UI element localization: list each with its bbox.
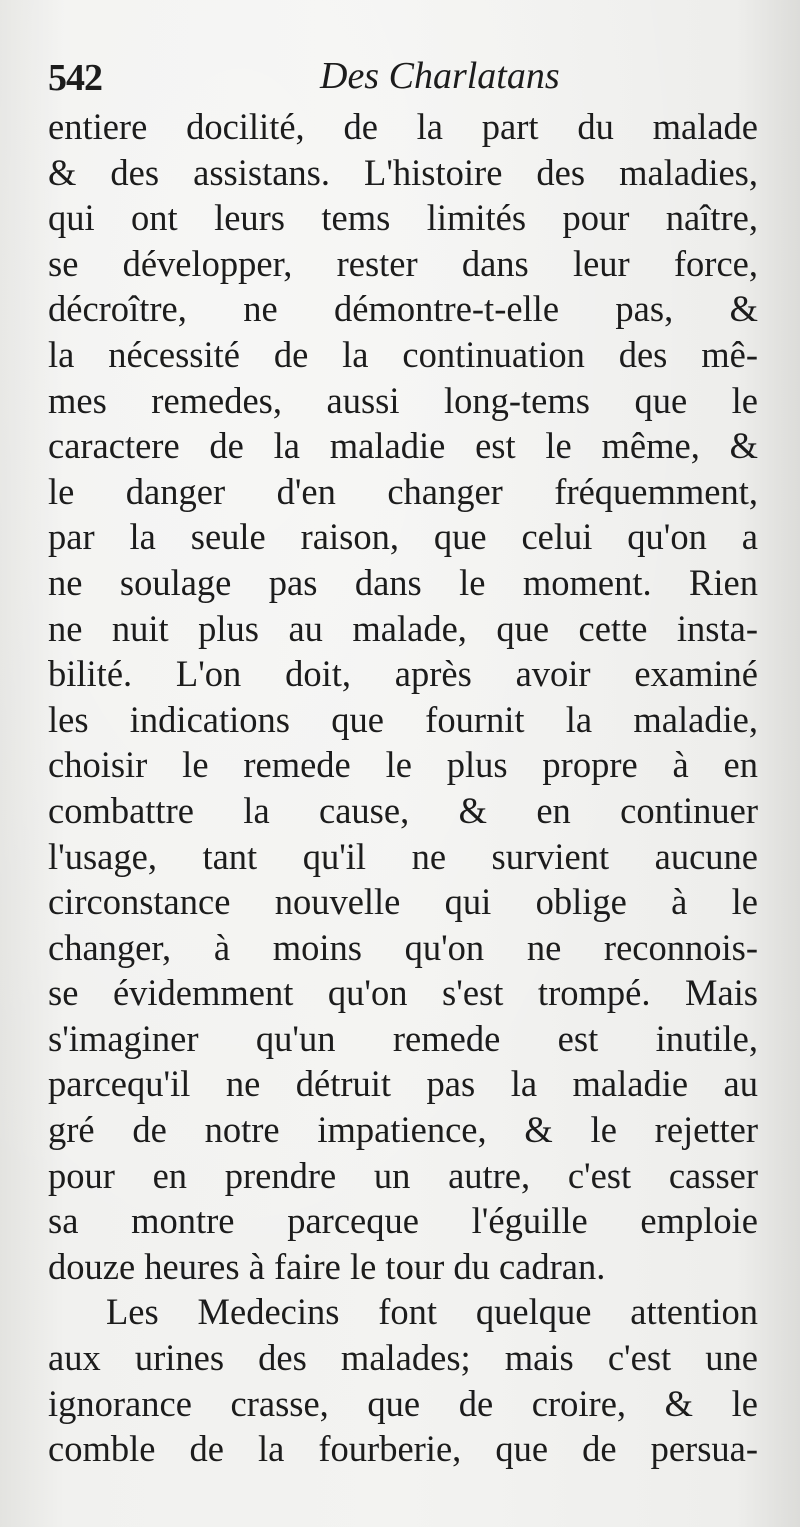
text-line: l'usage, tant qu'il ne survient aucune bbox=[48, 835, 758, 877]
text-line: ignorance crasse, que de croire, & le bbox=[48, 1382, 758, 1424]
text-line: entiere docilité, de la part du malade bbox=[48, 106, 758, 147]
text-line: caractere de la maladie est le même, & bbox=[48, 425, 758, 467]
text-line: Les Medecins font quelque attention bbox=[106, 1291, 758, 1333]
text-line: circonstance nouvelle qui oblige à le bbox=[48, 881, 758, 923]
text-line: douze heures à faire le tour du cadran. bbox=[48, 1245, 606, 1287]
text-line: choisir le remede le plus propre à en bbox=[48, 744, 758, 786]
text-line: ne soulage pas dans le moment. Rien bbox=[48, 561, 758, 603]
text-line: mes remedes, aussi long-tems que le bbox=[48, 379, 758, 421]
text-line: par la seule raison, que celui qu'on a bbox=[48, 516, 758, 558]
text-line: gré de notre impatience, & le rejetter bbox=[48, 1109, 758, 1151]
body-text bbox=[48, 104, 758, 1472]
text-line: qui ont leurs tems limités pour naître, bbox=[48, 197, 758, 239]
running-title: Des Charlatans bbox=[320, 55, 560, 97]
text-line: sa montre parceque l'éguille emploie bbox=[48, 1200, 758, 1242]
text-line: comble de la fourberie, que de persua- bbox=[48, 1428, 758, 1470]
text-line: bilité. L'on doit, après avoir examiné bbox=[48, 653, 758, 695]
text-line: les indications que fournit la maladie, bbox=[48, 698, 758, 740]
text-line: le danger d'en changer fréquemment, bbox=[48, 470, 758, 512]
text-line: aux urines des malades; mais c'est une bbox=[48, 1337, 758, 1379]
text-line: décroître, ne démontre-t-elle pas, & bbox=[48, 288, 758, 330]
text-line: se développer, rester dans leur force, bbox=[48, 242, 758, 284]
page-number: 542 bbox=[48, 57, 102, 99]
text-line: & des assistans. L'histoire des maladies, bbox=[48, 151, 758, 193]
text-line: pour en prendre un autre, c'est casser bbox=[48, 1154, 758, 1196]
text-line: s'imaginer qu'un remede est inutile, bbox=[48, 1017, 758, 1059]
text-line: combattre la cause, & en continuer bbox=[48, 789, 758, 831]
text-line: parcequ'il ne détruit pas la maladie au bbox=[48, 1063, 758, 1105]
text-line: la nécessité de la continuation des mê- bbox=[48, 333, 758, 375]
page-header bbox=[48, 50, 740, 106]
text-line: changer, à moins qu'on ne reconnois- bbox=[48, 926, 758, 968]
text-line: ne nuit plus au malade, que cette insta- bbox=[48, 607, 758, 649]
text-line: se évidemment qu'on s'est trompé. Mais bbox=[48, 972, 758, 1014]
